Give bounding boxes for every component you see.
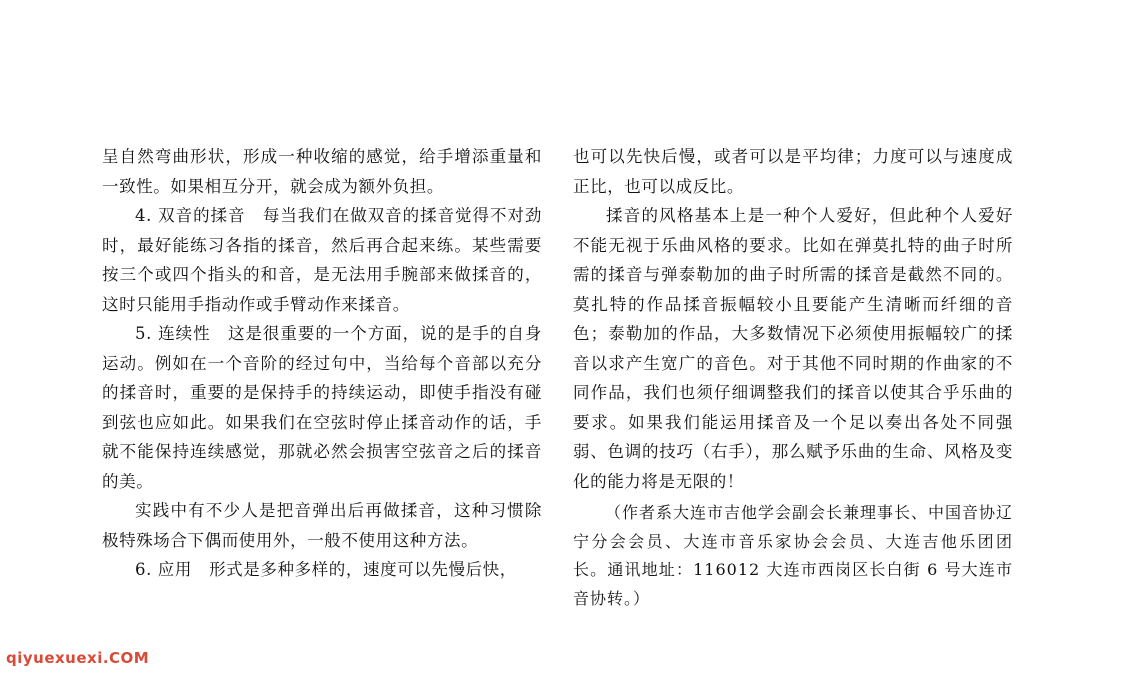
paragraph-vibrato-style: 揉音的风格基本上是一种个人爱好，但此种个人爱好不能无视于乐曲风格的要求。比如在弹莫扎特的曲子时所需的揉音与弹泰勒加的曲子时所需的揉音是截然不同的。莫扎特的作品揉音振幅较小且要能产生清晰而纤细的音色；泰勒加的作品，大多数情况下必须使用振幅较广的揉音以求产生宽广的音色。对于其他不同时期的作曲家的不同作品，我们也须仔细调整我们的揉音以使其合乎乐曲的要求。如果我们能运用揉音及一个足以奏出各处不同强弱、色调的技巧（右手），那么赋予乐曲的生命、风格及变化的能力将是无限的！ (573, 206, 1013, 491)
paragraph-application: 6. 应用 形式是多种多样的，速度可以先慢后快， (135, 560, 517, 579)
paragraph-continued: 呈自然弯曲形状，形成一种收缩的感觉，给手增添重量和一致性。如果相互分开，就会成为额外负担。 (102, 147, 542, 196)
paragraph-application-continued: 也可以先快后慢，或者可以是平均律；力度可以与速度成正比，也可以成反比。 (573, 147, 1013, 196)
left-text-column (102, 142, 542, 585)
paragraph-continuity: 5. 连续性 这是很重要的一个方面，说的是手的自身运动。例如在一个音阶的经过句中，当给每个音部以充分的揉音时，重要的是保持手的持续运动，即使手指没有碰到弦也应如此。如果我们在空弦时停止揉音动作的话，手就不能保持连续感觉，那就必然会损害空弦音之后的揉音的美。 (102, 324, 542, 491)
site-watermark: qiyuexuexi.COM (6, 649, 150, 667)
paragraph-double-stop-vibrato: 4. 双音的揉音 每当我们在做双音的揉音觉得不对劲时，最好能练习各指的揉音，然后再合起来练。某些需要按三个或四个指头的和音，是无法用手腕部来做揉音的，这时只能用手指动作或手臂动作来揉音。 (102, 206, 542, 314)
paragraph-practice: 实践中有不少人是把音弹出后再做揉音，这种习惯除极特殊场合下偶而使用外，一般不使用这种方法。 (102, 501, 542, 550)
right-text-column (573, 142, 1013, 613)
author-note: （作者系大连市吉他学会副会长兼理事长、中国音协辽宁分会会员、大连市音乐家协会会员、大连吉他乐团团长。通讯地址：116012 大连市西岗区长白街 6 号大连市音协转。） (573, 503, 1014, 608)
